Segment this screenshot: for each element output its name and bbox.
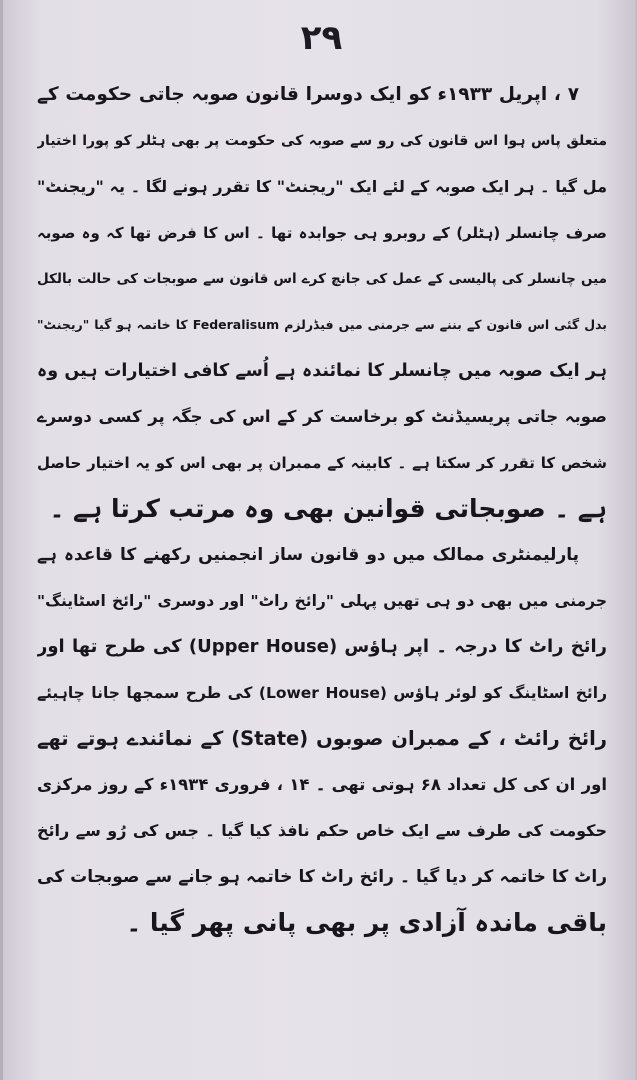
text-line: بدل گئی اس قانون کے بننے سے جرمنی میں فیڈرلزم Federalisum کا خاتمہ ہو گیا "ریجنٹ" bbox=[37, 317, 607, 332]
text-line: حکومت کی طرف سے ایک خاص حکم نافذ کیا گیا ۔ جس کی رُو سے رائخ bbox=[37, 821, 607, 840]
text-line: رائخ رائٹ ، کے ممبران صوبوں (State) کے نمائندے ہوتے تھے bbox=[37, 727, 607, 750]
text-line: رائخ راٹ کا درجہ ۔ اپر ہاؤس (Upper House) کی طرح تھا اور bbox=[37, 636, 607, 657]
text-line: رائخ اسٹاینگ کو لوئر ہاؤس (Lower House) کی طرح سمجھا جانا چاہیئے bbox=[37, 684, 607, 702]
text-line: میں چانسلر کی پالیسی کے عمل کی جانچ کرے اس قانون سے صوبجات کی حالت بالکل bbox=[37, 271, 607, 287]
text-line: ۷ ، اپریل ۱۹۳۳ء کو ایک دوسرا قانون صوبہ جاتی حکومت کے bbox=[37, 84, 579, 105]
text-line: مل گیا ۔ ہر ایک صوبہ کے لئے ایک "ریجنٹ" کا تقرر ہونے لگا ۔ یہ "ریجنٹ" bbox=[37, 177, 607, 196]
text-line: باقی ماندہ آزادی پر بھی پانی پھر گیا ۔ bbox=[126, 908, 607, 937]
text-line: جرمنی میں بھی دو ہی تھیں پہلی "رائخ راٹ" اور دوسری "رائخ اسٹاینگ" bbox=[37, 592, 607, 610]
text-line: ہر ایک صوبہ میں چانسلر کا نمائندہ ہے اُسے کافی اختیارات ہیں وہ bbox=[37, 361, 607, 381]
body-text bbox=[37, 72, 607, 946]
text-line: صوبہ جاتی پریسیڈنٹ کو برخاست کر کے اس کی جگہ پر کسی دوسرے bbox=[37, 407, 607, 426]
text-line: متعلق پاس ہوا اس قانون کی رو سے صوبہ کی حکومت پر بھی ہٹلر کو پورا اختیار bbox=[37, 133, 607, 149]
text-line: پارلیمنٹری ممالک میں دو قانون ساز انجمنیں رکھنے کا قاعدہ ہے bbox=[37, 545, 579, 565]
text-line: ہے ۔ صوبجاتی قوانین بھی وہ مرتب کرتا ہے ۔ bbox=[49, 494, 607, 523]
text-line: صرف چانسلر (ہٹلر) کے روبرو ہی جوابدہ تھا ۔ اس کا فرض تھا کہ وہ صوبہ bbox=[37, 224, 607, 242]
page-number: ۲۹ bbox=[300, 18, 343, 58]
text-line: راٹ کا خاتمہ کر دیا گیا ۔ رائخ راٹ کا خاتمہ ہو جانے سے صوبجات کی bbox=[37, 867, 607, 887]
text-line: اور ان کی کل تعداد ۶۸ ہوتی تھی ۔ ۱۴ ، فروری ۱۹۳۴ء کے روز مرکزی bbox=[37, 775, 607, 794]
text-line: شخص کا تقرر کر سکتا ہے ۔ کابینہ کے ممبران پر بھی اس کو یہ اختیار حاصل bbox=[37, 454, 607, 472]
